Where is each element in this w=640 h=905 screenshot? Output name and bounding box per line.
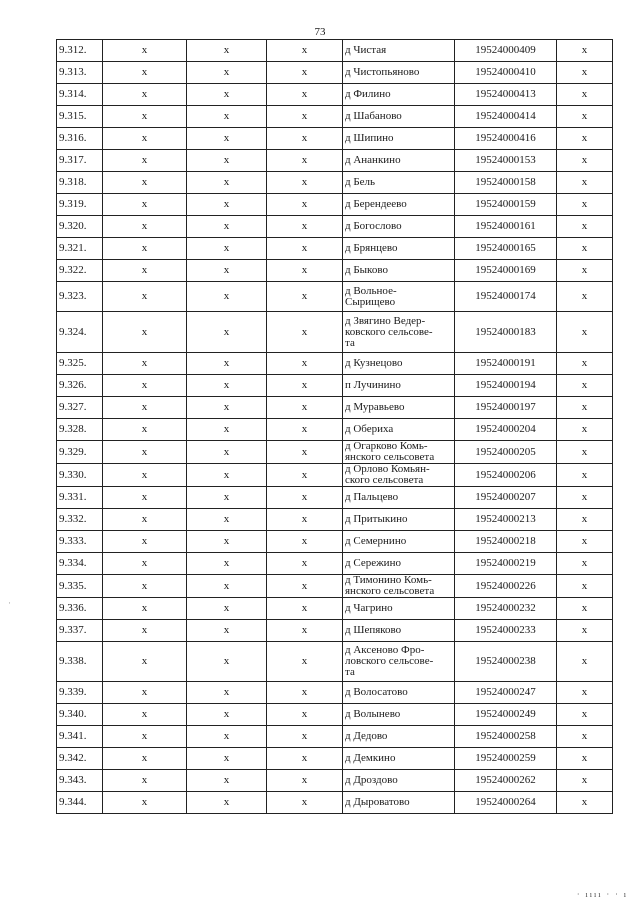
table-row [57,531,613,553]
mark-cell-1: х [103,419,187,441]
mark-cell-4: х [557,260,613,282]
mark-cell-1: х [103,128,187,150]
row-number-cell: 9.327. [57,397,103,419]
table-row [57,84,613,106]
oktmo-code-cell: 19524000247 [455,682,557,704]
mark-cell-3: х [267,375,343,397]
row-number-cell: 9.340. [57,704,103,726]
mark-cell-2: х [187,682,267,704]
mark-cell-1: х [103,353,187,375]
row-number-cell: 9.341. [57,726,103,748]
mark-cell-1: х [103,704,187,726]
table-row [57,150,613,172]
row-number-cell: 9.328. [57,419,103,441]
oktmo-code-cell: 19524000413 [455,84,557,106]
mark-cell-1: х [103,792,187,814]
mark-cell-2: х [187,216,267,238]
settlement-name-cell: д Шепяково [343,620,455,642]
table-row [57,397,613,419]
row-number-cell: 9.320. [57,216,103,238]
row-number-cell: 9.337. [57,620,103,642]
oktmo-code-cell: 19524000414 [455,106,557,128]
mark-cell-4: х [557,598,613,620]
mark-cell-2: х [187,748,267,770]
mark-cell-2: х [187,531,267,553]
settlement-name-cell: д Брянцево [343,238,455,260]
settlement-name-cell: д Шипино [343,128,455,150]
mark-cell-2: х [187,620,267,642]
settlement-name-cell: д Притыкино [343,509,455,531]
mark-cell-4: х [557,84,613,106]
mark-cell-2: х [187,509,267,531]
settlement-name-cell: п Лучинино [343,375,455,397]
mark-cell-2: х [187,575,267,598]
table-row [57,704,613,726]
oktmo-code-cell: 19524000204 [455,419,557,441]
mark-cell-4: х [557,682,613,704]
row-number-cell: 9.343. [57,770,103,792]
mark-cell-1: х [103,726,187,748]
mark-cell-1: х [103,620,187,642]
settlement-name-cell: д Аксеново Фро- ловского сельсове- та [343,642,455,682]
mark-cell-4: х [557,704,613,726]
row-number-cell: 9.329. [57,441,103,464]
row-number-cell: 9.314. [57,84,103,106]
settlement-name-cell: д Волосатово [343,682,455,704]
mark-cell-4: х [557,375,613,397]
mark-cell-3: х [267,128,343,150]
mark-cell-1: х [103,216,187,238]
settlement-name-cell: д Шабаново [343,106,455,128]
table-row [57,748,613,770]
mark-cell-3: х [267,441,343,464]
mark-cell-3: х [267,84,343,106]
mark-cell-3: х [267,419,343,441]
mark-cell-1: х [103,682,187,704]
mark-cell-2: х [187,397,267,419]
mark-cell-4: х [557,792,613,814]
row-number-cell: 9.333. [57,531,103,553]
mark-cell-1: х [103,238,187,260]
settlement-name-cell: д Чистая [343,40,455,62]
oktmo-code-cell: 19524000264 [455,792,557,814]
mark-cell-1: х [103,260,187,282]
row-number-cell: 9.336. [57,598,103,620]
mark-cell-4: х [557,40,613,62]
mark-cell-3: х [267,397,343,419]
table-row [57,260,613,282]
mark-cell-4: х [557,770,613,792]
mark-cell-3: х [267,282,343,312]
mark-cell-4: х [557,726,613,748]
mark-cell-1: х [103,642,187,682]
mark-cell-3: х [267,642,343,682]
mark-cell-4: х [557,441,613,464]
oktmo-code-cell: 19524000159 [455,194,557,216]
mark-cell-2: х [187,353,267,375]
mark-cell-3: х [267,216,343,238]
mark-cell-2: х [187,553,267,575]
oktmo-code-cell: 19524000183 [455,312,557,353]
table-row [57,419,613,441]
settlement-name-cell: д Филино [343,84,455,106]
mark-cell-1: х [103,84,187,106]
mark-cell-1: х [103,487,187,509]
mark-cell-4: х [557,419,613,441]
row-number-cell: 9.315. [57,106,103,128]
oktmo-code-cell: 19524000161 [455,216,557,238]
mark-cell-2: х [187,194,267,216]
table-row [57,128,613,150]
mark-cell-1: х [103,598,187,620]
mark-cell-3: х [267,106,343,128]
oktmo-code-cell: 19524000153 [455,150,557,172]
row-number-cell: 9.312. [57,40,103,62]
mark-cell-4: х [557,509,613,531]
row-number-cell: 9.317. [57,150,103,172]
mark-cell-3: х [267,194,343,216]
mark-cell-4: х [557,531,613,553]
settlement-name-cell: д Обериха [343,419,455,441]
mark-cell-3: х [267,238,343,260]
row-number-cell: 9.316. [57,128,103,150]
oktmo-code-cell: 19524000219 [455,553,557,575]
row-number-cell: 9.344. [57,792,103,814]
settlement-name-cell: д Берендеево [343,194,455,216]
settlement-name-cell: д Быково [343,260,455,282]
table-row [57,62,613,84]
oktmo-code-cell: 19524000262 [455,770,557,792]
mark-cell-3: х [267,40,343,62]
table-row [57,282,613,312]
mark-cell-3: х [267,748,343,770]
mark-cell-2: х [187,40,267,62]
mark-cell-4: х [557,106,613,128]
oktmo-code-cell: 19524000165 [455,238,557,260]
margin-mark: · [8,598,11,608]
settlement-name-cell: д Богослово [343,216,455,238]
table-row [57,726,613,748]
row-number-cell: 9.331. [57,487,103,509]
mark-cell-3: х [267,682,343,704]
row-number-cell: 9.342. [57,748,103,770]
mark-cell-3: х [267,531,343,553]
mark-cell-2: х [187,792,267,814]
mark-cell-4: х [557,194,613,216]
mark-cell-3: х [267,726,343,748]
mark-cell-2: х [187,375,267,397]
row-number-cell: 9.321. [57,238,103,260]
mark-cell-4: х [557,172,613,194]
mark-cell-1: х [103,194,187,216]
settlement-name-cell: д Огарково Комь- янского сельсовета [343,441,455,464]
settlement-name-cell: д Муравьево [343,397,455,419]
mark-cell-3: х [267,509,343,531]
mark-cell-2: х [187,704,267,726]
mark-cell-4: х [557,128,613,150]
settlement-name-cell: д Звягино Ведер- ковского сельсове- та [343,312,455,353]
settlement-name-cell: д Орлово Комьян- ского сельсовета [343,464,455,487]
oktmo-code-cell: 19524000205 [455,441,557,464]
oktmo-code-cell: 19524000191 [455,353,557,375]
mark-cell-2: х [187,441,267,464]
mark-cell-1: х [103,312,187,353]
mark-cell-1: х [103,40,187,62]
row-number-cell: 9.323. [57,282,103,312]
table-row [57,620,613,642]
settlement-name-cell: д Кузнецово [343,353,455,375]
oktmo-code-cell: 19524000207 [455,487,557,509]
table-row [57,598,613,620]
settlement-name-cell: д Чагрино [343,598,455,620]
table-row [57,238,613,260]
oktmo-code-cell: 19524000213 [455,509,557,531]
mark-cell-4: х [557,748,613,770]
settlement-name-cell: д Ананкино [343,150,455,172]
mark-cell-2: х [187,726,267,748]
mark-cell-1: х [103,575,187,598]
mark-cell-1: х [103,375,187,397]
mark-cell-1: х [103,509,187,531]
oktmo-code-cell: 19524000174 [455,282,557,312]
mark-cell-1: х [103,106,187,128]
oktmo-code-cell: 19524000409 [455,40,557,62]
settlement-name-cell: д Дыроватово [343,792,455,814]
mark-cell-1: х [103,397,187,419]
oktmo-code-cell: 19524000258 [455,726,557,748]
row-number-cell: 9.325. [57,353,103,375]
mark-cell-2: х [187,260,267,282]
table-row [57,375,613,397]
table-row [57,312,613,353]
scan-marks: · ıııı · · ı [576,890,628,899]
mark-cell-2: х [187,172,267,194]
settlement-name-cell: д Семернино [343,531,455,553]
oktmo-code-cell: 19524000218 [455,531,557,553]
mark-cell-1: х [103,531,187,553]
mark-cell-2: х [187,312,267,353]
oktmo-code-cell: 19524000416 [455,128,557,150]
mark-cell-4: х [557,575,613,598]
mark-cell-4: х [557,353,613,375]
mark-cell-4: х [557,464,613,487]
mark-cell-3: х [267,704,343,726]
oktmo-code-cell: 19524000249 [455,704,557,726]
mark-cell-2: х [187,464,267,487]
mark-cell-2: х [187,770,267,792]
oktmo-code-cell: 19524000259 [455,748,557,770]
mark-cell-1: х [103,172,187,194]
mark-cell-2: х [187,487,267,509]
row-number-cell: 9.318. [57,172,103,194]
table-row [57,575,613,598]
table-row [57,553,613,575]
mark-cell-3: х [267,464,343,487]
oktmo-code-cell: 19524000232 [455,598,557,620]
oktmo-code-cell: 19524000206 [455,464,557,487]
row-number-cell: 9.335. [57,575,103,598]
oktmo-code-cell: 19524000194 [455,375,557,397]
mark-cell-3: х [267,792,343,814]
mark-cell-3: х [267,487,343,509]
row-number-cell: 9.334. [57,553,103,575]
table-row [57,487,613,509]
oktmo-code-cell: 19524000226 [455,575,557,598]
table-row [57,792,613,814]
mark-cell-2: х [187,238,267,260]
table-row [57,172,613,194]
oktmo-code-cell: 19524000410 [455,62,557,84]
mark-cell-2: х [187,128,267,150]
mark-cell-1: х [103,62,187,84]
oktmo-code-cell: 19524000233 [455,620,557,642]
mark-cell-4: х [557,487,613,509]
mark-cell-3: х [267,553,343,575]
page-number: 73 [314,26,326,38]
mark-cell-2: х [187,84,267,106]
settlement-name-cell: д Бель [343,172,455,194]
mark-cell-4: х [557,150,613,172]
mark-cell-3: х [267,150,343,172]
row-number-cell: 9.338. [57,642,103,682]
table-row [57,441,613,464]
table-row [57,642,613,682]
table-row [57,216,613,238]
row-number-cell: 9.319. [57,194,103,216]
mark-cell-4: х [557,642,613,682]
mark-cell-4: х [557,238,613,260]
mark-cell-3: х [267,598,343,620]
mark-cell-1: х [103,464,187,487]
table-row [57,106,613,128]
mark-cell-2: х [187,62,267,84]
row-number-cell: 9.332. [57,509,103,531]
mark-cell-4: х [557,397,613,419]
settlement-name-cell: д Волынево [343,704,455,726]
mark-cell-2: х [187,642,267,682]
mark-cell-3: х [267,260,343,282]
mark-cell-3: х [267,575,343,598]
mark-cell-1: х [103,282,187,312]
mark-cell-2: х [187,150,267,172]
mark-cell-3: х [267,620,343,642]
table-row [57,509,613,531]
table-row [57,40,613,62]
mark-cell-1: х [103,748,187,770]
mark-cell-2: х [187,598,267,620]
row-number-cell: 9.324. [57,312,103,353]
mark-cell-3: х [267,312,343,353]
mark-cell-3: х [267,770,343,792]
table-row [57,464,613,487]
mark-cell-2: х [187,419,267,441]
mark-cell-2: х [187,282,267,312]
mark-cell-4: х [557,553,613,575]
settlement-name-cell: д Вольное- Сырищево [343,282,455,312]
mark-cell-2: х [187,106,267,128]
row-number-cell: 9.322. [57,260,103,282]
mark-cell-3: х [267,353,343,375]
oktmo-code-cell: 19524000238 [455,642,557,682]
mark-cell-3: х [267,172,343,194]
mark-cell-1: х [103,770,187,792]
mark-cell-1: х [103,441,187,464]
settlement-name-cell: д Дроздово [343,770,455,792]
settlement-name-cell: д Дедово [343,726,455,748]
mark-cell-1: х [103,150,187,172]
table-row [57,770,613,792]
mark-cell-4: х [557,620,613,642]
settlements-table [56,39,613,814]
oktmo-code-cell: 19524000158 [455,172,557,194]
settlement-name-cell: д Пальцево [343,487,455,509]
mark-cell-1: х [103,553,187,575]
row-number-cell: 9.326. [57,375,103,397]
settlement-name-cell: д Сережино [343,553,455,575]
mark-cell-3: х [267,62,343,84]
settlement-name-cell: д Чистопьяново [343,62,455,84]
row-number-cell: 9.339. [57,682,103,704]
row-number-cell: 9.313. [57,62,103,84]
oktmo-code-cell: 19524000169 [455,260,557,282]
mark-cell-4: х [557,312,613,353]
settlement-name-cell: д Тимонино Комь- янского сельсовета [343,575,455,598]
mark-cell-4: х [557,216,613,238]
mark-cell-4: х [557,282,613,312]
settlement-name-cell: д Демкино [343,748,455,770]
mark-cell-4: х [557,62,613,84]
table-row [57,353,613,375]
table-row [57,194,613,216]
oktmo-code-cell: 19524000197 [455,397,557,419]
row-number-cell: 9.330. [57,464,103,487]
table-row [57,682,613,704]
table-body [57,40,613,814]
